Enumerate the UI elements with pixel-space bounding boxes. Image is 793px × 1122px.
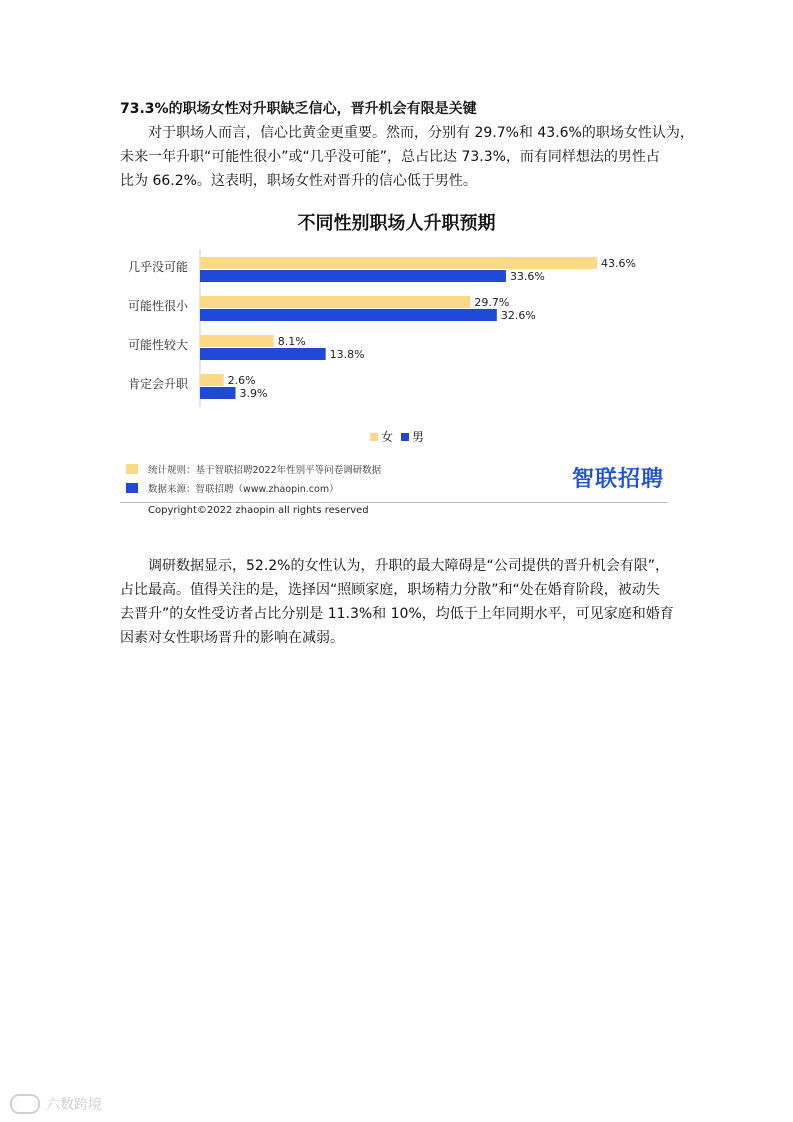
chart-legend xyxy=(370,428,424,445)
legend-swatch-male xyxy=(401,433,409,441)
category-label: 可能性较大 xyxy=(127,338,188,352)
paragraph-line: 未来一年升职“可能性很小”或“几乎没可能”，总占比达 73.3%，而有同样想法的男性占 xyxy=(120,149,660,165)
bar-male xyxy=(200,270,506,282)
bar-male xyxy=(200,387,236,399)
stat-rule-note xyxy=(126,462,381,476)
legend-label-female: 女 xyxy=(381,430,394,444)
data-label: 2.6% xyxy=(227,374,256,387)
bar-male xyxy=(200,309,497,321)
category-label: 几乎没可能 xyxy=(127,260,188,274)
data-label: 8.1% xyxy=(277,335,306,348)
section-heading: 73.3%的职场女性对升职缺乏信心，晋升机会有限是关键 xyxy=(120,101,477,117)
data-label: 3.9% xyxy=(239,387,268,400)
paragraph-line: 比为 66.2%。这表明，职场女性对晋升的信心低于男性。 xyxy=(120,173,477,189)
watermark-text: 六数跨境 xyxy=(46,1097,102,1113)
bar-female xyxy=(200,257,597,269)
chart-title: 不同性别职场人升职预期 xyxy=(297,213,496,234)
paragraph-line: 调研数据显示，52.2%的女性认为，升职的最大障碍是“公司提供的晋升机会有限”， xyxy=(148,558,669,574)
note-swatch-yellow xyxy=(126,464,138,474)
copyright-text: Copyright©2022 zhaopin all rights reserved xyxy=(148,505,369,516)
legend-item-male xyxy=(401,428,424,445)
watermark-logo-icon xyxy=(10,1094,40,1114)
paragraph-line: 对于职场人而言，信心比黄金更重要。然而，分别有 29.7%和 43.6%的职场女性认为， xyxy=(148,125,694,141)
category-label: 肯定会升职 xyxy=(127,377,188,391)
paragraph-line: 占比最高。值得关注的是，选择因“照顾家庭，职场精力分散”和“处在婚育阶段，被动失 xyxy=(120,582,660,598)
paragraph-line: 因素对女性职场晋升的影响在减弱。 xyxy=(120,630,344,646)
paragraph-findings xyxy=(120,554,675,650)
data-source-note xyxy=(126,481,339,495)
bar-female xyxy=(200,335,274,347)
stat-rule-text: 统计规则：基于智联招聘2022年性别平等问卷调研数据 xyxy=(148,465,382,476)
chart-footer xyxy=(120,456,668,503)
paragraph-line: 去晋升”的女性受访者占比分别是 11.3%和 10%，均低于上年同期水平，可见家庭和婚育 xyxy=(120,606,674,622)
watermark xyxy=(10,1094,102,1114)
data-label: 43.6% xyxy=(601,257,636,270)
bar-female xyxy=(200,374,224,386)
data-label: 33.6% xyxy=(509,270,545,283)
legend-label-male: 男 xyxy=(412,430,425,444)
legend-swatch-female xyxy=(370,433,378,441)
bar-female xyxy=(200,296,470,308)
zhaopin-logo: 智联招聘 xyxy=(571,467,664,492)
legend-item-female xyxy=(370,428,393,445)
data-source-text: 数据来源：智联招聘（www.zhaopin.com） xyxy=(148,484,339,495)
note-swatch-blue xyxy=(126,483,138,493)
data-label: 29.7% xyxy=(474,296,510,309)
category-label: 可能性很小 xyxy=(127,299,188,313)
data-label: 13.8% xyxy=(329,348,365,361)
data-label: 32.6% xyxy=(500,309,536,322)
bar-male xyxy=(200,348,326,360)
